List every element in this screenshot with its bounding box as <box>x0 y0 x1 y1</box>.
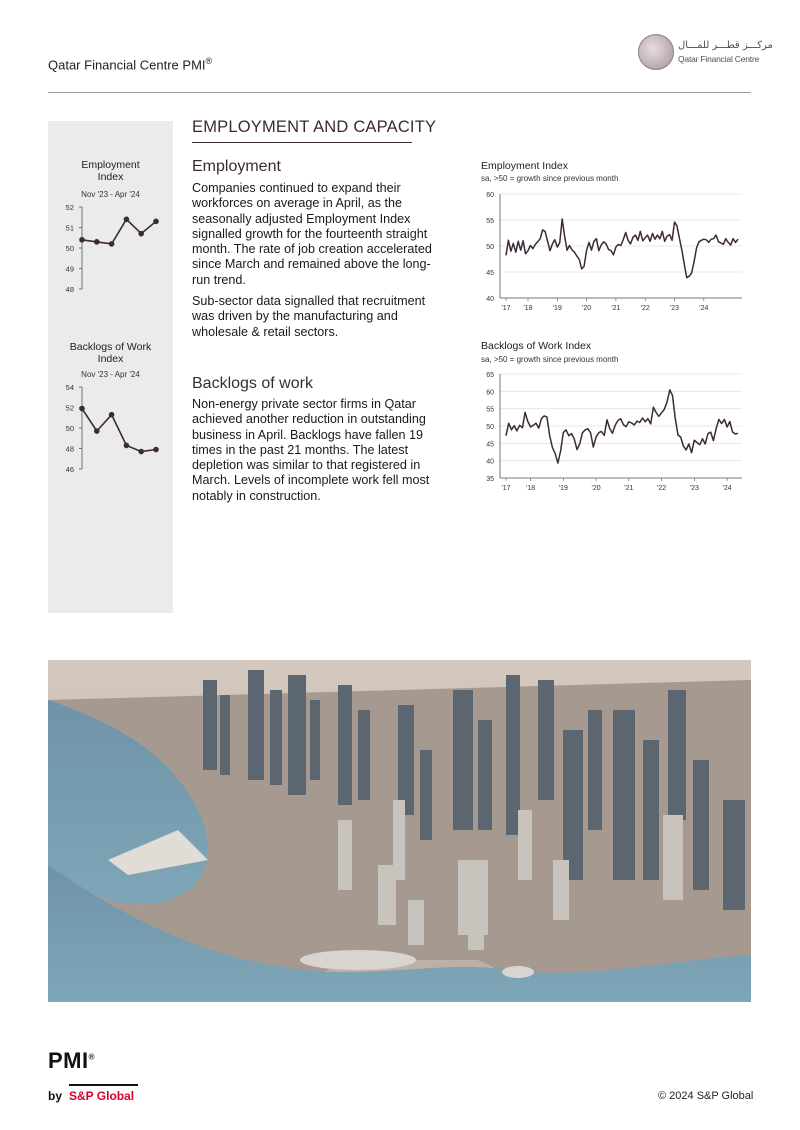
employment-chart-y-tick-label: 50 <box>486 244 494 251</box>
spark-employment-tick-label: 51 <box>65 223 74 233</box>
spark-employment-point <box>79 237 85 243</box>
qfc-logo <box>638 34 773 74</box>
backlogs-chart-y-tick-label: 40 <box>486 458 494 466</box>
employment-chart-y-tick-label: 55 <box>486 218 494 225</box>
section-title: EMPLOYMENT AND CAPACITY <box>192 118 437 136</box>
spark-backlogs-title: Backlogs of Work Index <box>69 341 152 365</box>
backlogs-chart-x-tick-label: '23 <box>689 485 699 492</box>
employment-chart-x-tick-label: '21 <box>611 305 621 312</box>
spark-backlogs-tick-label: 54 <box>65 383 74 392</box>
employment-paragraph-2: Sub-sector data signalled that recruitment was driven by the manufacturing and wholesale & retail sectors. <box>192 294 426 339</box>
by-label: by <box>48 1089 63 1103</box>
logo-arabic-text: مركـــز قطـــر للمـــال <box>678 40 773 51</box>
employment-chart-y-tick-label: 45 <box>486 270 494 277</box>
doha-skyline-illustration <box>48 660 751 1002</box>
backlogs-chart-svg <box>470 366 751 498</box>
spark-employment-line <box>82 219 156 244</box>
spark-employment-point <box>94 239 100 245</box>
employment-chart-series-line <box>506 219 738 278</box>
backlogs-chart-y-tick-label: 35 <box>486 476 494 483</box>
sp-global-bar <box>69 1084 138 1086</box>
employment-chart-x-tick-label: '17 <box>501 305 511 312</box>
employment-chart-x-tick-label: '24 <box>699 305 709 312</box>
spark-employment-point <box>138 231 144 237</box>
backlogs-chart-title: Backlogs of Work Index <box>481 340 592 352</box>
backlogs-chart-x-tick-label: '21 <box>624 485 634 492</box>
logo-english-text: Qatar Financial Centre <box>678 54 760 64</box>
spark-backlogs-tick-label: 48 <box>65 444 74 454</box>
spark-backlogs-point <box>138 449 144 455</box>
spark-backlogs-point <box>79 406 85 412</box>
employment-chart-svg <box>470 186 751 318</box>
spark-employment-point <box>109 241 115 247</box>
spark-employment-title: Employment Index <box>81 159 140 183</box>
spark-backlogs-tick-label: 52 <box>65 403 74 413</box>
backlogs-chart-y-tick-label: 45 <box>486 441 494 449</box>
employment-chart-y-tick-label: 60 <box>486 192 494 199</box>
employment-heading: Employment <box>192 158 281 175</box>
pmi-logo: PMI® <box>48 1048 96 1073</box>
spark-backlogs-tick-label: 46 <box>65 465 74 474</box>
employment-chart-x-tick-label: '20 <box>582 305 592 312</box>
spark-employment-tick-label: 49 <box>65 264 74 274</box>
header-divider <box>48 92 751 93</box>
report-title: Qatar Financial Centre PMI® <box>48 56 213 73</box>
spark-backlogs-period: Nov '23 - Apr '24 <box>81 370 140 379</box>
backlogs-chart-x-tick-label: '20 <box>591 485 601 492</box>
backlogs-heading: Backlogs of work <box>192 375 313 392</box>
backlogs-chart-series-line <box>506 390 738 463</box>
spark-backlogs-svg <box>48 379 173 475</box>
backlogs-chart-y-tick-label: 50 <box>486 424 494 431</box>
copyright-text: © 2024 S&P Global <box>658 1090 754 1102</box>
spark-employment-tick-label: 50 <box>65 244 74 253</box>
backlogs-chart-y-tick-label: 60 <box>486 389 494 397</box>
backlogs-chart-y-tick-label: 55 <box>486 406 494 414</box>
sp-global-brand: S&P Global <box>69 1089 135 1103</box>
spark-backlogs-point <box>124 443 130 449</box>
backlogs-chart-subtitle: sa, >50 = growth since previous month <box>481 355 619 364</box>
employment-chart-y-tick-label: 40 <box>486 296 494 303</box>
employment-chart-x-tick-label: '19 <box>552 305 562 312</box>
spark-backlogs-tick-label: 50 <box>65 424 74 433</box>
employment-chart-x-tick-label: '18 <box>523 305 533 312</box>
spark-backlogs-point <box>153 447 159 453</box>
spark-employment-period: Nov '23 - Apr '24 <box>81 190 140 199</box>
employment-paragraph-1: Companies continued to expand their workforces on average in April, as the seasonally adjusted Employment Index signalled growth for the fourteenth straight month. The rate of job creation accelerated since March and remained above the long-run trend. <box>192 181 432 287</box>
backlogs-chart-x-tick-label: '22 <box>657 485 667 492</box>
section-title-underline <box>192 142 412 143</box>
doha-skyline-photo <box>48 660 751 1002</box>
backlogs-chart-x-tick-label: '18 <box>526 485 536 492</box>
spark-backlogs-point <box>109 412 115 418</box>
spark-employment-point <box>124 217 130 223</box>
backlogs-chart-y-tick-label: 65 <box>486 372 494 379</box>
backlogs-chart-x-tick-label: '24 <box>722 485 732 492</box>
spark-employment-point <box>153 219 159 225</box>
spark-backlogs-point <box>94 428 100 434</box>
spark-employment-tick-label: 48 <box>65 285 74 294</box>
backlogs-chart-x-tick-label: '17 <box>501 485 511 492</box>
spark-employment-svg <box>48 199 173 295</box>
spark-backlogs-line <box>82 409 156 452</box>
qfc-emblem-icon <box>638 34 674 70</box>
employment-chart-title: Employment Index <box>481 160 568 172</box>
employment-chart-x-tick-label: '23 <box>669 305 680 312</box>
backlogs-chart-x-tick-label: '19 <box>558 485 568 492</box>
sidebar-panel <box>48 121 173 613</box>
employment-chart-subtitle: sa, >50 = growth since previous month <box>481 174 619 183</box>
employment-chart-x-tick-label: '22 <box>640 305 650 312</box>
spark-employment-tick-label: 52 <box>65 203 74 212</box>
backlogs-paragraph-1: Non-energy private sector firms in Qatar achieved another reduction in outstanding business in April. Backlogs have fallen 19 times in the past 21 months. The latest depletion was similar to that registered in March. Levels of incomplete work fell most notably in construction. <box>192 397 430 503</box>
